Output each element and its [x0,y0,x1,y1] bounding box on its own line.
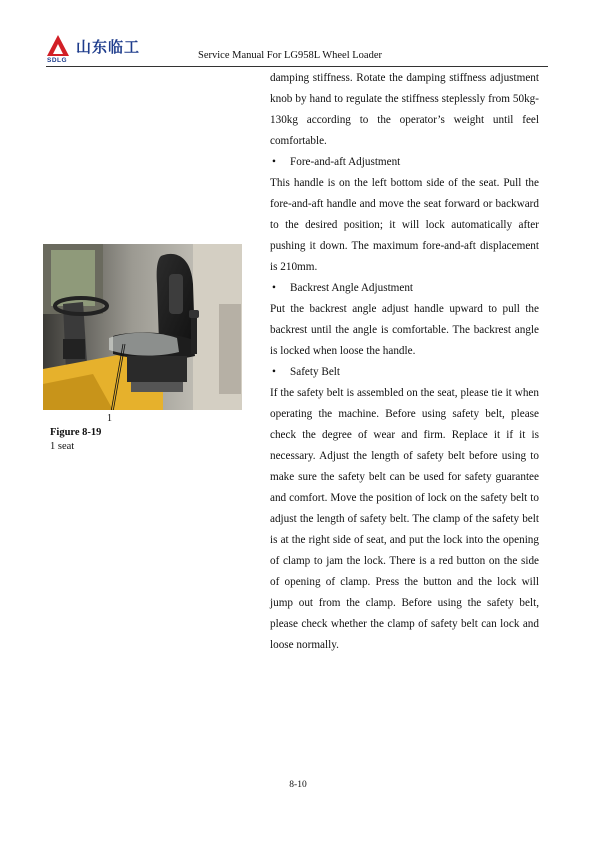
heading-backrest-label: Backrest Angle Adjustment [290,282,414,294]
figure-caption: 1 seat [50,441,75,452]
cab-seat-illustration [43,244,242,410]
paragraph-fore-aft: This handle is on the left bottom side of the seat. Pull the fore-and-aft handle and move the seat forward or backward to the desired position; it will lock automatically after pushing it down. The maximum fore-and-aft displacement is 210mm. [270,177,539,273]
manual-title: Service Manual For LG958L Wheel Loader [198,50,382,61]
page-header [0,0,596,72]
paragraph-safety-belt: If the safety belt is assembled on the seat, please tie it when operating the machine. Before using safety belt, please check the degree of wear and firm. Replace it if it is necessary. Adjust the length of safety belt before using to make sure the safety belt can be used for safety guarantee and comfort. Move the position of lock on the safety belt to adjust the length of safety belt. The clamp of the safety belt is at the right side of seat, and put the lock into the opening of clamp to jam the lock. There is a red button on the side of opening of clamp. Press the button and the lock will jump out from the clamp. Before using the safety belt, please check whether the clamp of safety belt can lock and loose normally. [270,387,539,651]
page-number: 8-10 [289,780,307,790]
paragraph-damping: damping stiffness. Rotate the damping stiffness adjustment knob by hand to regulate the stiffness steplessly from 50kg-130kg according to the operator’s weight until feel comfortable. [270,72,539,147]
figure-callout-number: 1 [107,413,112,424]
heading-safety-belt [270,362,539,383]
body-text [270,68,539,656]
bullet-icon: • [272,282,276,294]
heading-fore-aft [270,152,539,173]
heading-safety-belt-label: Safety Belt [290,366,341,378]
brand-name-chinese: 山东临工 [76,38,141,56]
brand-name-english: SDLG [47,57,68,64]
heading-backrest [270,278,539,299]
figure-title: Figure 8-19 [50,427,102,438]
seat-photo [43,244,242,410]
sdlg-logo [46,34,158,66]
bullet-icon: • [272,366,276,378]
bullet-icon: • [272,156,276,168]
heading-fore-aft-label: Fore-and-aft Adjustment [290,156,401,168]
header-divider [46,66,548,67]
paragraph-backrest: Put the backrest angle adjust handle upward to pull the backrest until the angle is comfortable. The backrest angle is locked when loose the handle. [270,303,539,357]
